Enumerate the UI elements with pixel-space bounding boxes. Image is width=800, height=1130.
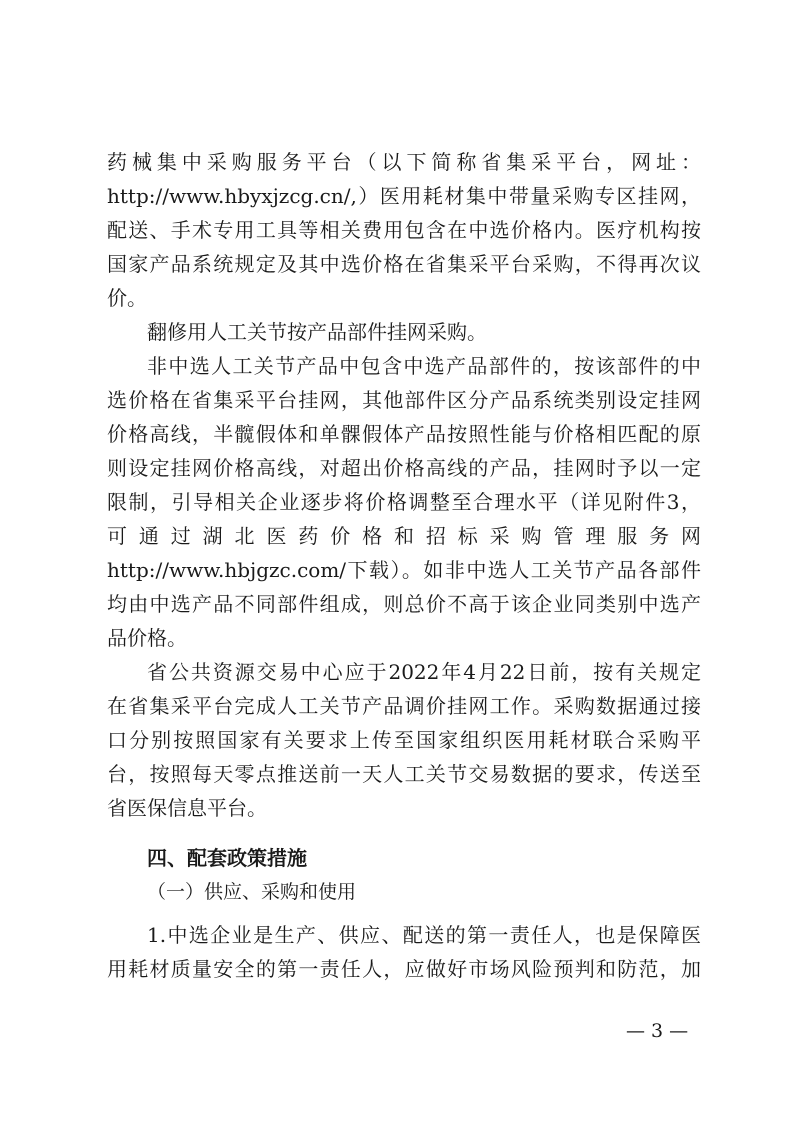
body-text-line: 选价格在省集采平台挂网，其他部件区分产品系统类别设定挂网 [107, 388, 701, 412]
body-text-line: 药械集中采购服务平台（以下简称省集采平台，网址： [107, 150, 701, 174]
paragraph-start-line: 1.中选企业是生产、供应、配送的第一责任人，也是保障医 [147, 923, 701, 947]
body-text-line: 均由中选产品不同部件组成，则总价不高于该企业同类别中选产 [107, 592, 701, 616]
body-text-line: 限制，引导相关企业逐步将价格调整至合理水平（详见附件3， [107, 490, 701, 514]
body-text-line: 口分别按照国家有关要求上传至国家组织医用耗材联合采购平 [107, 728, 701, 752]
body-text-line: http://www.hbyxjzcg.cn/,）医用耗材集中带量采购专区挂网， [107, 184, 701, 208]
body-text-line: 用耗材质量安全的第一责任人，应做好市场风险预判和防范，加 [107, 957, 701, 981]
page-number: — 3 — [626, 1020, 689, 1042]
body-text-line: 省医保信息平台。 [107, 796, 267, 820]
section-heading: 四、配套政策措施 [147, 846, 307, 870]
body-text-line: 台，按照每天零点推送前一天人工关节交易数据的要求，传送至 [107, 762, 701, 786]
body-text-line: http://www.hbjgzc.com/下载）。如非中选人工关节产品各部件 [107, 558, 701, 582]
body-text-line: 价。 [107, 286, 147, 310]
body-text-line: 在省集采平台完成人工关节产品调价挂网工作。采购数据通过接 [107, 694, 701, 718]
body-text-line: 国家产品系统规定及其中选价格在省集采平台采购，不得再次议 [107, 252, 701, 276]
paragraph-start-line: 省公共资源交易中心应于2022年4月22日前，按有关规定 [147, 660, 701, 684]
paragraph-start-line: 翻修用人工关节按产品部件挂网采购。 [147, 320, 487, 344]
body-text-line: 价格高线，半髋假体和单髁假体产品按照性能与价格相匹配的原 [107, 422, 701, 446]
paragraph-start-line: 非中选人工关节产品中包含中选产品部件的，按该部件的中 [147, 354, 701, 378]
body-text-line: 品价格。 [107, 626, 187, 650]
subsection-heading: （一）供应、采购和使用 [147, 881, 357, 903]
body-text-line: 配送、手术专用工具等相关费用包含在中选价格内。医疗机构按 [107, 218, 701, 242]
body-text-line: 则设定挂网价格高线，对超出价格高线的产品，挂网时予以一定 [107, 456, 701, 480]
body-text-line: 可通过湖北医药价格和招标采购管理服务网 [107, 524, 701, 548]
